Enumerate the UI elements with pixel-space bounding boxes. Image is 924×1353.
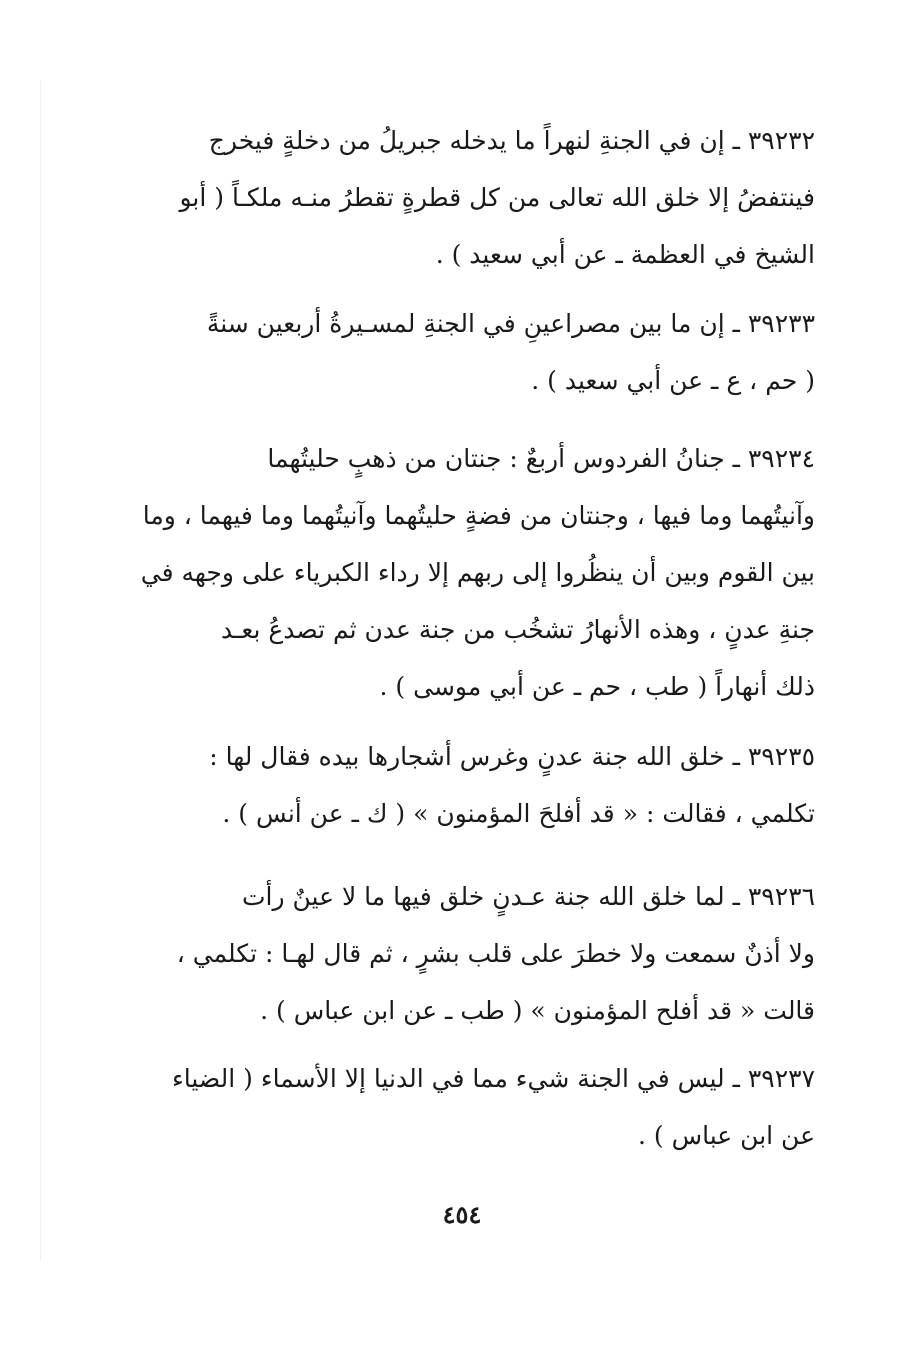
hadith-entry-39236 bbox=[110, 868, 815, 1039]
text-line: ٣٩٢٣٧ ـ ليس في الجنة شيء مما في الدنيا إلا الأسماء ( الضياء bbox=[172, 1064, 815, 1093]
text-line: فينتفضُ إلا خلق الله تعالى من كل قطرةٍ تقطرُ منـه ملكـاً ( أبو bbox=[179, 183, 815, 212]
text-line: بين القوم وبين أن ينظُروا إلى ربهم إلا رداء الكبرياء على وجهه في bbox=[140, 558, 815, 587]
hadith-entry-39237 bbox=[110, 1050, 815, 1164]
hadith-entry-39233 bbox=[110, 295, 815, 409]
hadith-entry-39234 bbox=[110, 430, 815, 715]
text-line: جنةِ عدنٍ ، وهذه الأنهارُ تشخُب من جنة عدن ثم تصدعُ بعـد bbox=[220, 615, 815, 644]
text-line: ٣٩٢٣٦ ـ لما خلق الله جنة عـدنٍ خلق فيها ما لا عينٌ رأت bbox=[242, 882, 815, 911]
text-line: عن ابن عباس ) . bbox=[638, 1121, 815, 1150]
hadith-entry-39235 bbox=[110, 728, 815, 842]
hadith-entry-39232 bbox=[110, 112, 815, 283]
text-line: قالت « قد أفلح المؤمنون » ( طب ـ عن ابن عباس ) . bbox=[260, 996, 815, 1025]
text-line: الشيخ في العظمة ـ عن أبي سعيد ) . bbox=[435, 240, 815, 269]
page-margin-shadow bbox=[40, 80, 41, 1260]
text-line: ٣٩٢٣٣ ـ إن ما بين مصراعينِ في الجنةِ لمسـيرةُ أربعين سنةً bbox=[206, 309, 815, 338]
text-line: ٣٩٢٣٥ ـ خلق الله جنة عدنٍ وغرس أشجارها بيده فقال لها : bbox=[209, 742, 815, 771]
text-line: ( حم ، ع ـ عن أبي سعيد ) . bbox=[531, 366, 815, 395]
page-number: ٤٥٤ bbox=[442, 1200, 482, 1229]
text-line: ٣٩٢٣٢ ـ إن في الجنةِ لنهراً ما يدخله جبريلُ من دخلةٍ فيخرج bbox=[208, 126, 815, 155]
text-line: تكلمي ، فقالت : « قد أفلحَ المؤمنون » ( ك ـ عن أنس ) . bbox=[222, 799, 815, 828]
text-line: ٣٩٢٣٤ ـ جنانُ الفردوس أربعٌ : جنتان من ذهبٍ حليتُهما bbox=[267, 444, 815, 473]
text-line: ولا أذنٌ سمعت ولا خطرَ على قلب بشرٍ ، ثم قال لهـا : تكلمي ، bbox=[176, 939, 815, 968]
text-line: ذلك أنهاراً ( طب ، حم ـ عن أبي موسى ) . bbox=[379, 672, 815, 701]
text-line: وآنيتُهما وما فيها ، وجنتان من فضةٍ حليتُهما وآنيتُهما وما فيهما ، وما bbox=[142, 501, 815, 530]
